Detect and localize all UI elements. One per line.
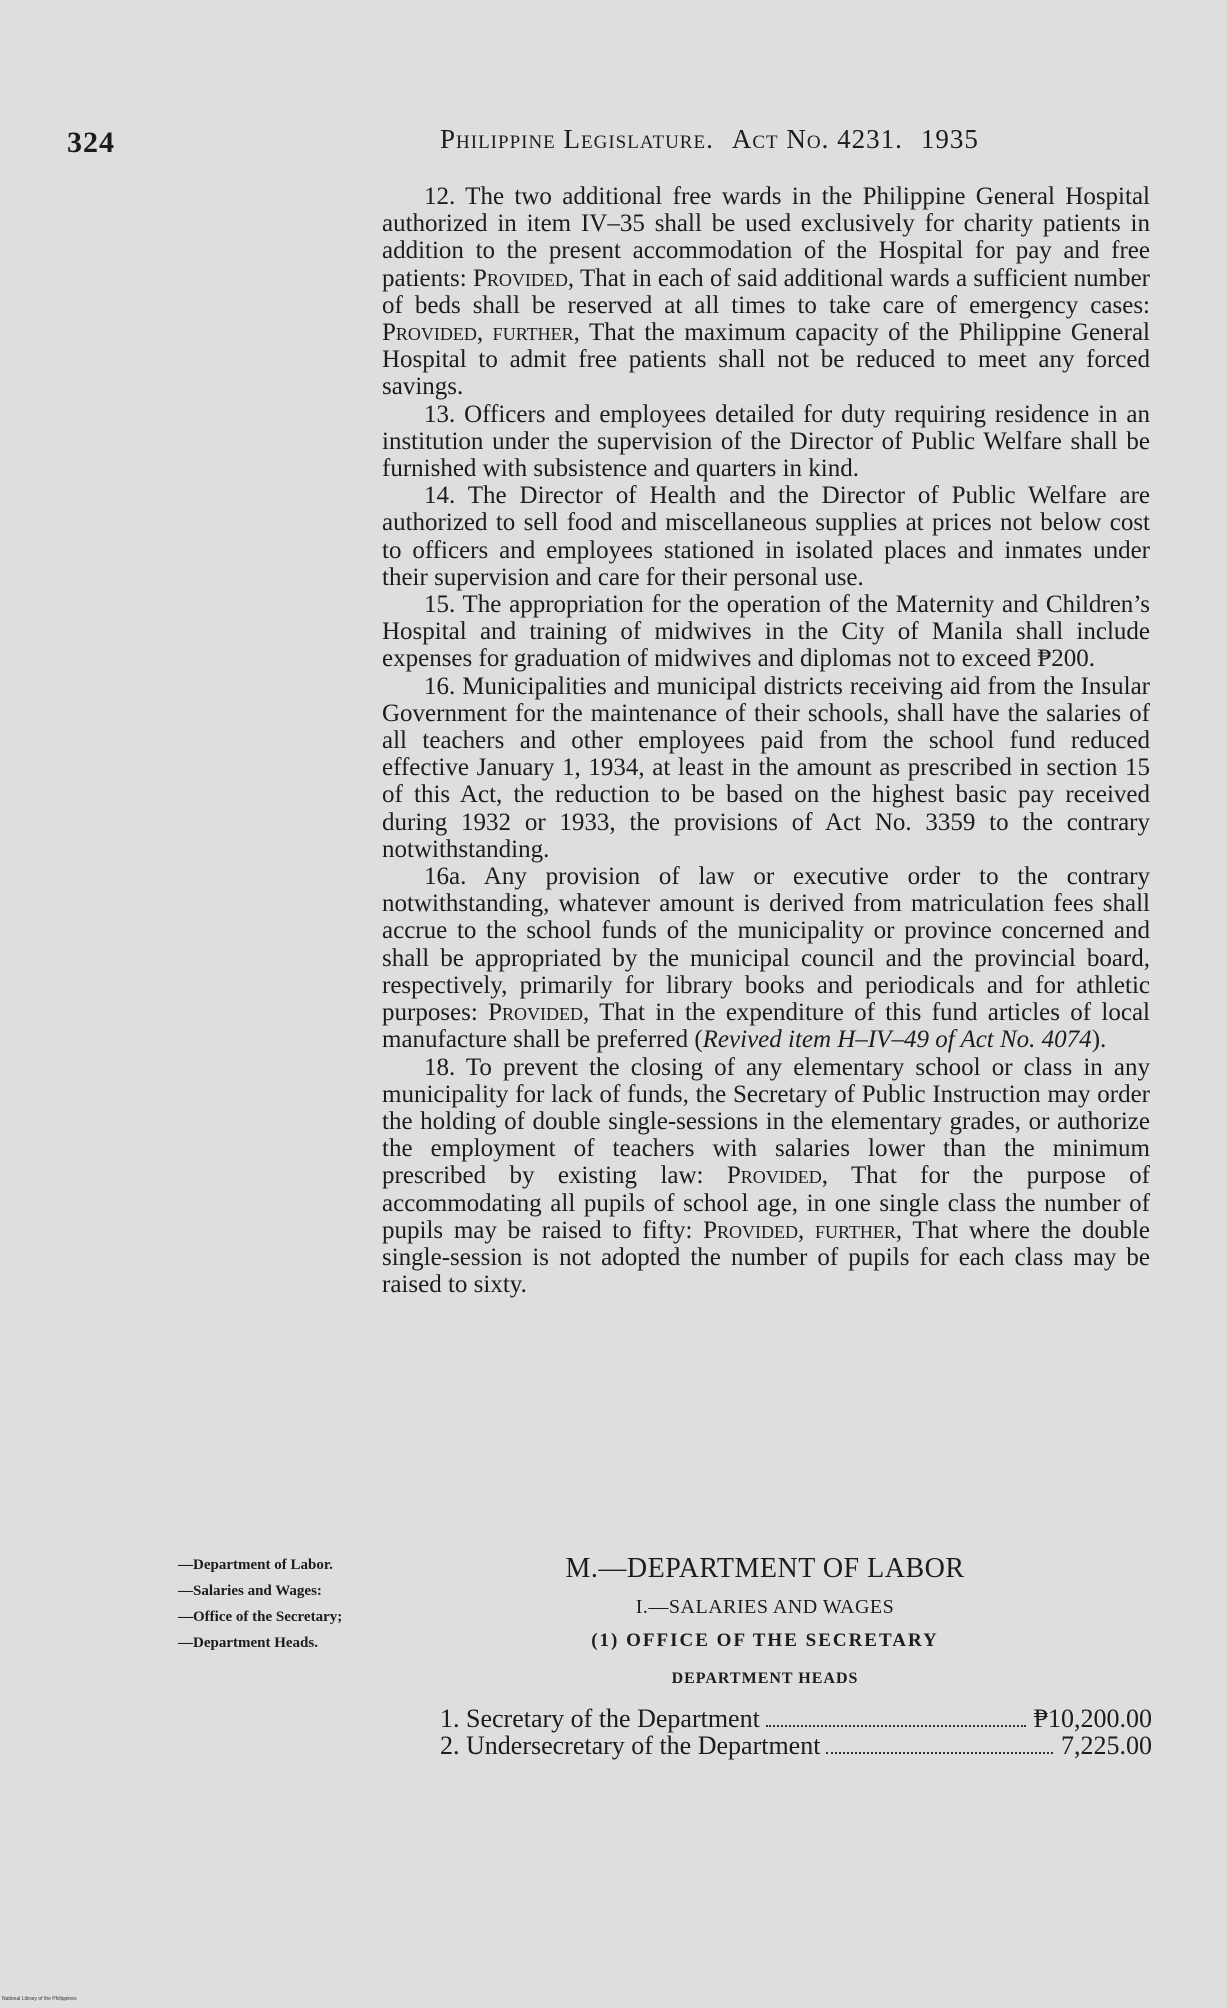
margin-note-heads: —Department Heads. [178, 1635, 318, 1651]
salary-amount: 7,225.00 [1061, 1731, 1152, 1760]
margin-notes [178, 1557, 378, 1661]
paragraph-16: 16. Municipalities and municipal districts receiving aid from the Insular Government for the maintenance of their schools, shall have the salaries of all teachers and other employees paid from the school fund reduced effective January 1, 1934, at least in the amount as prescribed in section 15 of this Act, the reduction to be based on the highest basic pay received during 1932 or 1933, the provisions of Act No. 3359 to the contrary notwithstanding. [382, 672, 1150, 863]
running-head-act: Act No. 4231. [731, 124, 903, 154]
footer-note: National Library of the Philippines [2, 1996, 77, 2002]
office-heading: (1) OFFICE OF THE SECRETARY [591, 1630, 939, 1651]
paragraph-15: 15. The appropriation for the operation of the Maternity and Children’s Hospital and training of midwives in the City of Manila shall include expenses for graduation of midwives and diplomas not to exceed ₱200. [382, 591, 1150, 673]
running-head-year: 1935 [920, 124, 979, 154]
running-head-publication: Philippine Legislature. [440, 124, 714, 154]
sub-heading: I.—SALARIES AND WAGES [635, 1596, 895, 1618]
body-text [382, 183, 1150, 1298]
running-head [440, 124, 979, 155]
salary-row [440, 1732, 1152, 1759]
margin-note-office: —Office of the Secretary; [178, 1609, 343, 1625]
leader-dots [826, 1752, 1053, 1754]
section-heading: M.—DEPARTMENT OF LABOR [565, 1553, 965, 1584]
salary-label: 2. Undersecretary of the Department [440, 1731, 821, 1760]
department-heads-heading: DEPARTMENT HEADS [671, 1670, 859, 1687]
salary-label: 1. Secretary of the Department [440, 1704, 760, 1733]
salary-amount: ₱10,200.00 [1033, 1704, 1152, 1733]
salary-row [440, 1705, 1152, 1732]
paragraph-13: 13. Officers and employees detailed for duty requiring residence in an institution under the supervision of the Director of Public Welfare shall be furnished with subsistence and quarters in kind. [382, 400, 1150, 483]
paragraph-12: 12. The two additional free wards in the Philippine General Hospital authorized in item IV–35 shall be used exclusively for charity patients in addition to the present accommodation of the Hospital for pay and free patients: Provided, That in each of said additional wards a sufficient number of beds shall be reserved at all times to take care of emergency cases: Provided, further, That the maximum capacity of the Philippine General Hospital to admit free patients shall not be reduced to meet any forced savings. [382, 183, 1151, 401]
margin-note-department: —Department of Labor. [178, 1557, 333, 1573]
margin-note-salaries: —Salaries and Wages: [178, 1583, 322, 1599]
paragraph-16a: 16a. Any provision of law or executive order to the contrary notwithstanding, whatever amount is derived from matriculation fees shall accrue to the school funds of the municipality or province concerned and shall be appropriated by the municipal council and the provincial board, respectively, primarily for library books and periodicals and for athletic purposes: Provided, That in the expenditure of this fund articles of local manufacture shall be preferred (Revived item H–IV–49 of Act No. 4074). [382, 863, 1150, 1054]
leader-dots [766, 1725, 1026, 1727]
page-number: 324 [67, 126, 115, 159]
paragraph-18: 18. To prevent the closing of any elementary school or class in any municipality for lack of funds, the Secretary of Public Instruction may order the holding of double single-sessions in the elementary grades, or authorize the employment of teachers with salaries lower than the minimum prescribed by existing law: Provided, That for the purpose of accommodating all pupils of school age, in one single class the number of pupils may be raised to fifty: Provided, further, That where the double single-session is not adopted the number of pupils for each class may be raised to sixty. [382, 1053, 1150, 1299]
paragraph-14: 14. The Director of Health and the Director of Public Welfare are authorized to sell food and miscellaneous supplies at prices not below cost to officers and employees stationed in isolated places and inmates under their supervision and care for their personal use. [382, 482, 1150, 591]
salary-list [440, 1705, 1152, 1759]
